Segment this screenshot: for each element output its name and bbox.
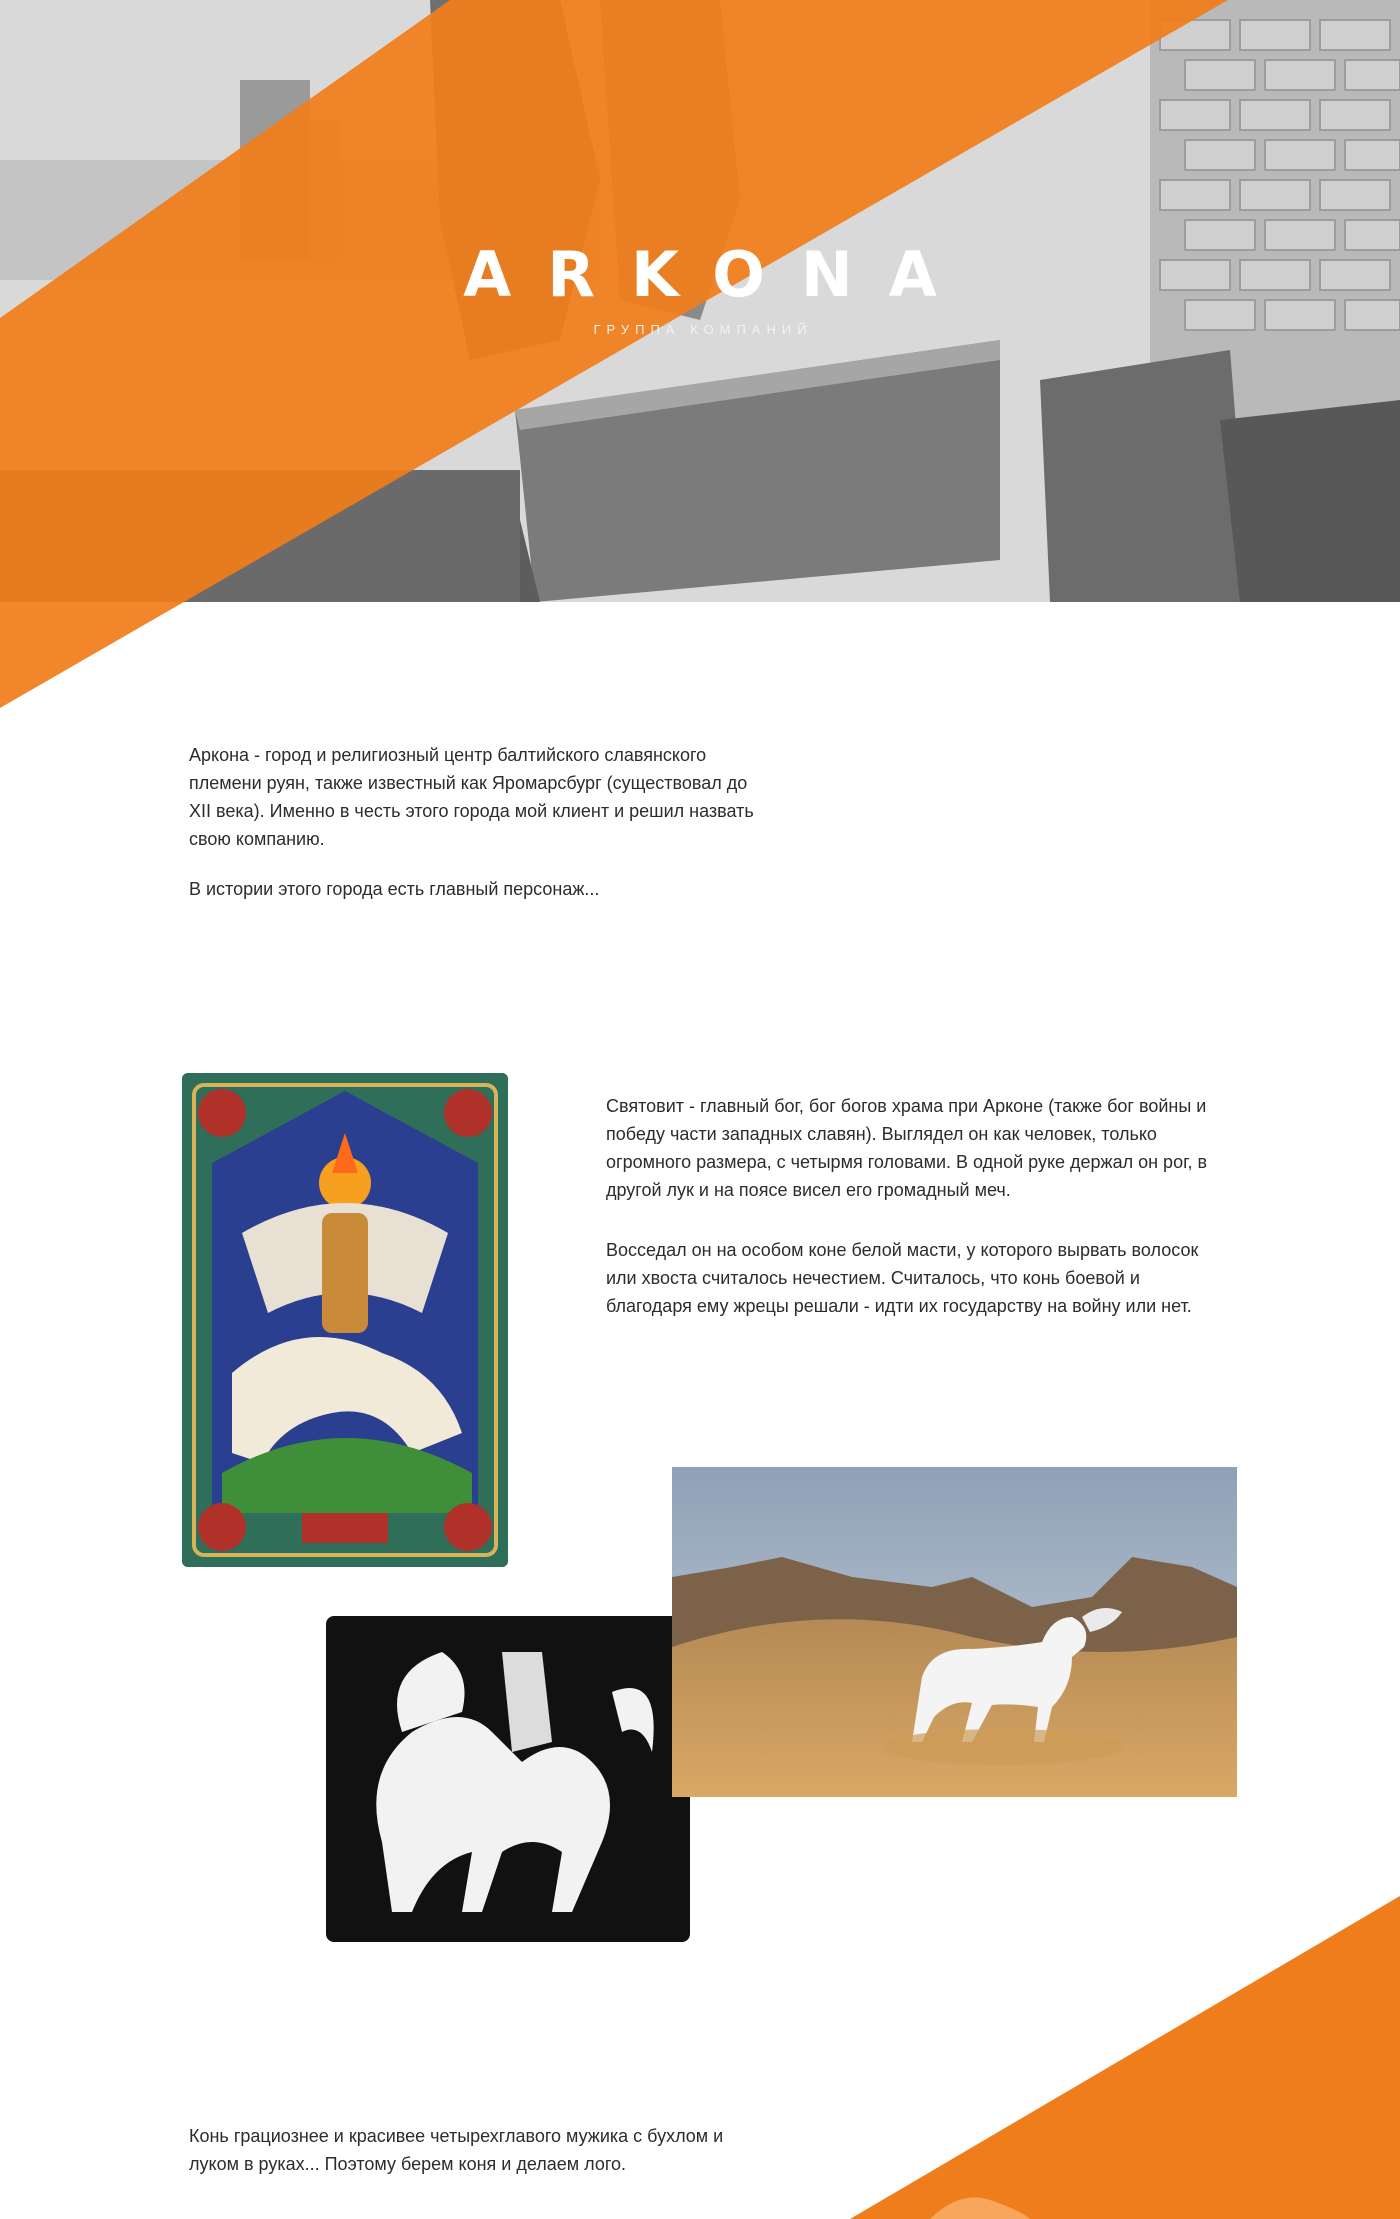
brand-tagline: ГРУППА КОМПАНИЙ (593, 322, 813, 337)
horse-desert-art (672, 1467, 1237, 1797)
orange-diagonal-stripe (0, 0, 1400, 708)
svetovit-woodcut (322, 1612, 694, 1946)
outro-text (189, 2122, 769, 2178)
brand-logo: ARKONA (463, 238, 973, 311)
outro-paragraph: Конь грациознее и красивее четырехглавого мужика с бухлом и луком в руках... Поэтому берем коня и делаем лого. (189, 2126, 724, 2174)
description-paragraph: Восседал он на особом коне белой масти, у которого вырвать волосок или хвоста считалось нечестием. Считалось, что конь боевой и благодаря ему жрецы решали - идти их государству на войну или нет. (606, 1240, 1199, 1316)
description-paragraph: Святовит - главный бог, бог богов храма при Арконе (также бог войны и победу части западных славян). Выглядел он как человек, только огромного размера, с четырмя головами. В одной руке держал он рог, в другой лук и на поясе висел его громадный меч. (606, 1096, 1208, 1200)
hero-banner (0, 0, 1400, 708)
intro-paragraph: Аркона - город и религиозный центр балтийского славянского племени руян, также известный как Яромарсбург (существовал до XII века). Именно в честь этого города мой клиент и решил назвать свою компанию. (189, 745, 754, 849)
svetovit-illustration (182, 1073, 508, 1567)
woodcut-art (322, 1612, 694, 1946)
description-text (606, 1092, 1226, 1320)
white-horse-photo (672, 1467, 1237, 1797)
intro-text (189, 741, 769, 903)
intro-paragraph: В истории этого города есть главный персонаж... (189, 879, 600, 899)
svetovit-icon-art (182, 1073, 508, 1567)
